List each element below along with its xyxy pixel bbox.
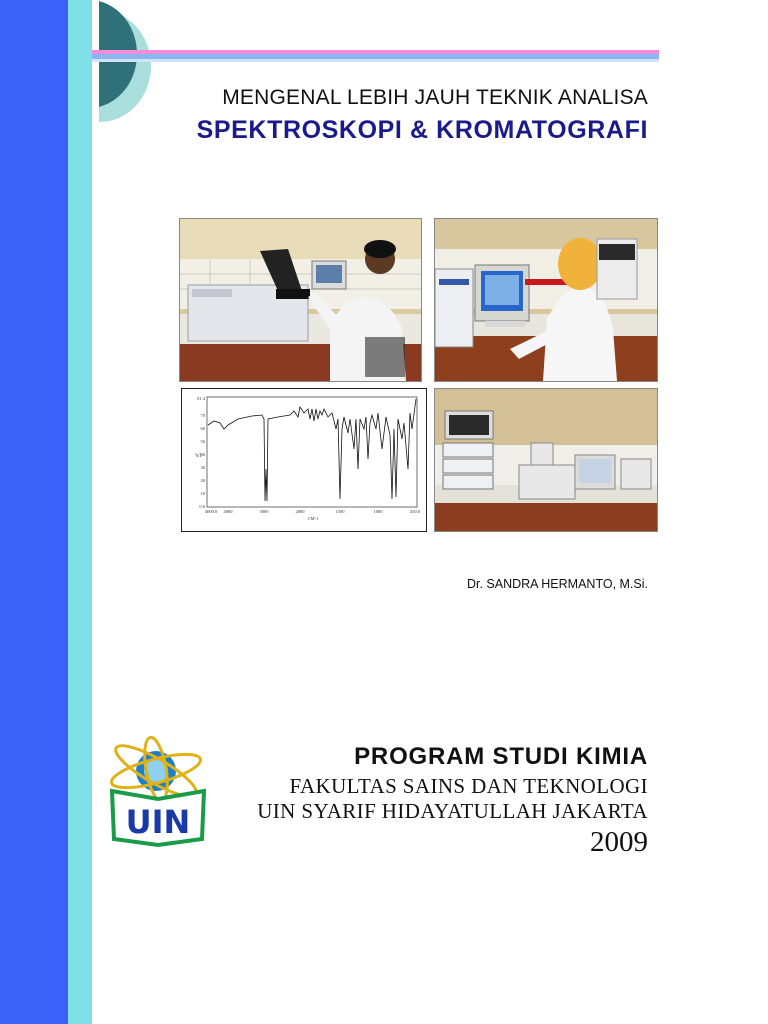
y-axis-label: %T <box>195 454 203 459</box>
left-blue-stripe <box>0 0 68 1024</box>
y-tick-label: 60 <box>200 426 205 431</box>
y-tick-label: 40 <box>200 452 205 457</box>
x-axis-label: CM-1 <box>307 516 319 521</box>
photo-hplc-operator <box>434 218 658 382</box>
x-tick-label: 4000.0 <box>204 509 218 514</box>
book-title: SPEKTROSKOPI & KROMATOGRAFI <box>196 116 648 144</box>
y-tick-label: 70 <box>200 413 205 418</box>
x-tick-label: 1000 <box>373 509 383 514</box>
y-tick-label: 30 <box>200 465 205 470</box>
y-tick-label: 10 <box>200 491 205 496</box>
university-name: UIN SYARIF HIDAYATULLAH JAKARTA <box>257 799 648 823</box>
y-tick-label: 20 <box>200 478 205 483</box>
x-tick-label: 1500 <box>335 509 345 514</box>
y-tick-label: 0.0 <box>199 504 205 509</box>
svg-text:UIN: UIN <box>125 803 191 841</box>
ir-spectrum <box>181 388 427 532</box>
faculty-name: FAKULTAS SAINS DAN TEKNOLOGI <box>289 774 648 798</box>
x-tick-label: 450.0 <box>409 509 421 514</box>
x-tick-label: 3000 <box>259 509 269 514</box>
y-tick-label: 81.4 <box>197 396 205 401</box>
left-cyan-stripe <box>68 0 92 1024</box>
photo-uv-vis-operator <box>179 218 422 382</box>
header-bar-lightblue <box>92 59 659 62</box>
author-name: Dr. SANDRA HERMANTO, M.Si. <box>466 577 648 591</box>
y-tick-label: 50 <box>200 439 205 444</box>
photo-chromatography-instruments <box>434 388 658 532</box>
uin-logo <box>104 733 214 848</box>
program-name: PROGRAM STUDI KIMIA <box>354 743 648 770</box>
x-tick-label: 2000 <box>295 509 305 514</box>
x-tick-label: 4000 <box>223 509 233 514</box>
book-subtitle: MENGENAL LEBIH JAUH TEKNIK ANALISA <box>222 86 648 109</box>
publication-year: 2009 <box>590 826 648 858</box>
